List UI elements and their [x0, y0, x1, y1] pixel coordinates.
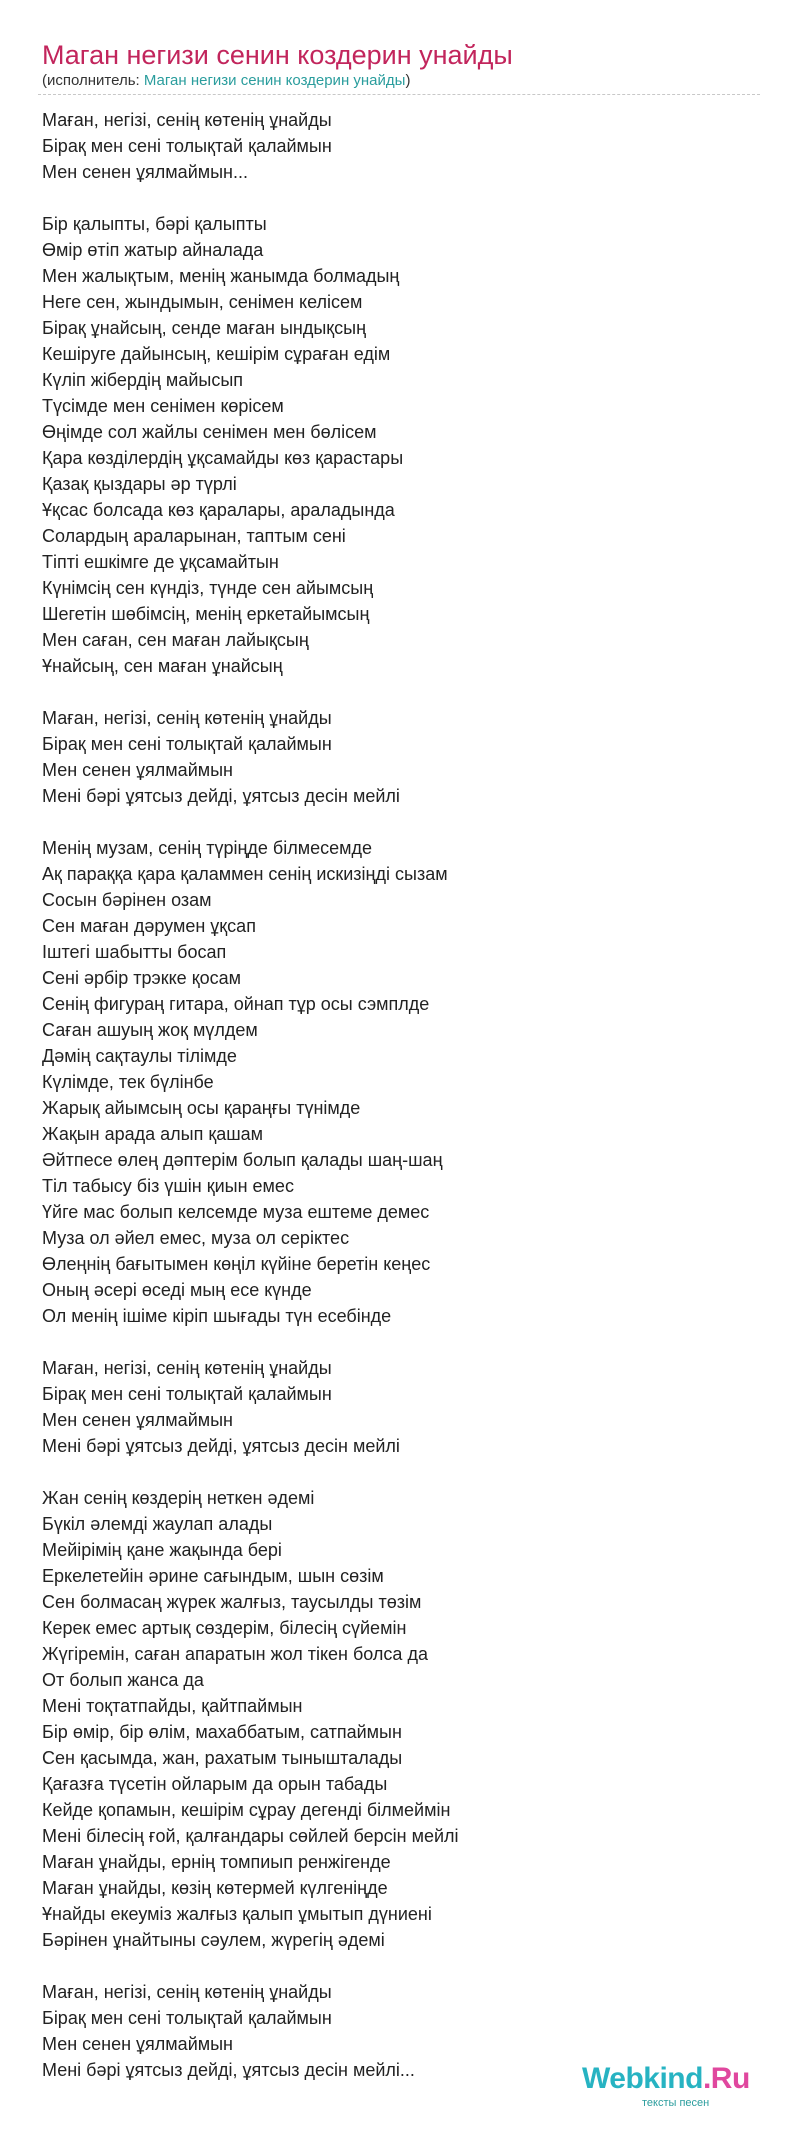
lyrics-line: Сен болмасаң жүрек жалғыз, таусылды төзім [42, 1592, 422, 1612]
lyrics-line: Үйге мас болып келсемде муза ештеме демес [42, 1202, 430, 1222]
lyrics-line: Мен сенен ұялмаймын [42, 760, 233, 780]
lyrics-body [42, 107, 762, 2109]
lyrics-line: Неге сен, жындымын, сенімен келісем [42, 292, 363, 312]
lyrics-line: Мен саған, сен маған лайықсың [42, 630, 309, 650]
lyrics-line: Маған ұнайды, ернің томпиып ренжігенде [42, 1852, 391, 1872]
lyrics-line: Мейірімің қане жақында бері [42, 1540, 282, 1560]
lyrics-line: Бірақ мен сені толықтай қалаймын [42, 734, 332, 754]
logo-tagline: тексты песен [642, 2097, 710, 2109]
lyrics-line: Бір қалыпты, бәрі қалыпты [42, 214, 267, 234]
lyrics-line: Қағазға түсетін ойларым да орын табады [42, 1774, 388, 1794]
artist-line [42, 72, 410, 89]
lyrics-line: Ұнайды екеуміз жалғыз қалып ұмытып дүниені [42, 1904, 432, 1924]
lyrics-line: Қазақ қыздары әр түрлі [42, 474, 237, 494]
lyrics-line: Маған ұнайды, көзің көтермей күлгеніңде [42, 1878, 388, 1898]
lyrics-line: Күлімде, тек бүлінбе [42, 1072, 214, 1092]
lyrics-line: Әйтпесе өлең дәптерім болып қалады шаң-шаң [42, 1150, 443, 1170]
lyrics-line: Ұнайсың, сен маған ұнайсың [42, 656, 283, 676]
logo-wordmark [582, 2062, 750, 2096]
lyrics-line: Сенің фигураң гитара, ойнап тұр осы сэмплде [42, 994, 430, 1014]
lyrics-line: Бүкіл әлемді жаулап алады [42, 1514, 273, 1534]
lyrics-line: Ұқсас болсада көз қаралары, араладында [42, 500, 395, 520]
site-logo[interactable] [582, 2062, 772, 2112]
logo-main-text: Webkind [582, 2062, 703, 2095]
lyrics-line: Тіпті ешкімге де ұқсамайтын [42, 552, 279, 572]
lyrics-line: Муза ол әйел емес, муза ол серіктес [42, 1228, 350, 1248]
lyrics-line: Маған, негізі, сенің көтенің ұнайды [42, 1982, 332, 2002]
lyrics-line: Жақын арада алып қашам [42, 1124, 264, 1144]
lyrics-line: Бірақ ұнайсың, сенде маған ындықсың [42, 318, 367, 338]
lyrics-line: Жан сенің көздерің неткен әдемі [42, 1488, 315, 1508]
lyrics-stanza [42, 107, 762, 185]
lyrics-line: Тіл табысу біз үшін қиын емес [42, 1176, 294, 1196]
lyrics-line: Іштегі шабытты босап [42, 942, 227, 962]
lyrics-line: Жарық айымсың осы қараңғы түнімде [42, 1098, 361, 1118]
lyrics-line: Мені бәрі ұятсыз дейді, ұятсыз десін мейлі [42, 1436, 400, 1456]
lyrics-line: Жүгіремін, саған апаратын жол тікен болса да [42, 1644, 428, 1664]
lyrics-line: Маған, негізі, сенің көтенің ұнайды [42, 110, 332, 130]
lyrics-line: Бір өмір, бір өлім, махаббатым, сатпаймын [42, 1722, 402, 1742]
lyrics-stanza [42, 1485, 762, 1953]
lyrics-line: Мені бәрі ұятсыз дейді, ұятсыз десін мейлі [42, 786, 400, 806]
lyrics-line: Мен сенен ұялмаймын [42, 1410, 233, 1430]
lyrics-line: Күнімсің сен күндіз, түнде сен айымсың [42, 578, 374, 598]
lyrics-stanza [42, 705, 762, 809]
lyrics-line: Саған ашуың жоқ мүлдем [42, 1020, 258, 1040]
lyrics-line: Сен маған дәрумен ұқсап [42, 916, 256, 936]
lyrics-line: Солардың араларынан, таптым сені [42, 526, 346, 546]
lyrics-line: Сен қасымда, жан, рахатым тынышталады [42, 1748, 403, 1768]
lyrics-line: Бәрінен ұнайтыны сәулем, жүрегің әдемі [42, 1930, 385, 1950]
lyrics-line: Ол менің ішіме кіріп шығады түн есебінде [42, 1306, 392, 1326]
page-title: Маган негизи сенин коздерин унайды [42, 40, 513, 70]
lyrics-line: Мені білесің ғой, қалғандары сөйлей берсін мейлі [42, 1826, 459, 1846]
lyrics-line: Оның әсері өседі мың есе күнде [42, 1280, 312, 1300]
lyrics-line: Сені әрбір трэкке қосам [42, 968, 241, 988]
lyrics-line: Мен сенен ұялмаймын... [42, 162, 248, 182]
lyrics-line: Бірақ мен сені толықтай қалаймын [42, 2008, 332, 2028]
lyrics-line: Керек емес артық сөздерім, білесің сүйемін [42, 1618, 407, 1638]
logo-domain: Ru [710, 2062, 750, 2095]
lyrics-line: Мен жалықтым, менің жанымда болмадың [42, 266, 400, 286]
lyrics-line: Мен сенен ұялмаймын [42, 2034, 233, 2054]
lyrics-stanza [42, 211, 762, 679]
lyrics-line: Өлеңнің бағытымен көңіл күйіне беретін кеңес [42, 1254, 431, 1274]
lyrics-line: Кешіруге дайынсың, кешірім сұраған едім [42, 344, 391, 364]
lyrics-line: Өңімде сол жайлы сенімен мен бөлісем [42, 422, 377, 442]
lyrics-line: Ақ параққа қара қаламмен сенің искизіңді сызам [42, 864, 448, 884]
header-divider [38, 94, 760, 95]
artist-prefix: (исполнитель: [42, 72, 144, 89]
lyrics-line: Мені бәрі ұятсыз дейді, ұятсыз десін мейлі... [42, 2060, 415, 2080]
lyrics-line: Өмір өтіп жатыр айналада [42, 240, 264, 260]
lyrics-line: Түсімде мен сенімен көрісем [42, 396, 284, 416]
lyrics-line: Маған, негізі, сенің көтенің ұнайды [42, 708, 332, 728]
lyrics-line: Дәмің сақтаулы тілімде [42, 1046, 237, 1066]
lyrics-line: Мені тоқтатпайды, қайтпаймын [42, 1696, 303, 1716]
lyrics-line: Кейде қопамын, кешірім сұрау дегенді білмеймін [42, 1800, 451, 1820]
lyrics-stanza [42, 835, 762, 1329]
artist-link[interactable]: Маган негизи сенин коздерин унайды [143, 72, 406, 89]
lyrics-line: Бірақ мен сені толықтай қалаймын [42, 1384, 332, 1404]
lyrics-line: Еркелетейін әрине сағындым, шын сөзім [42, 1566, 384, 1586]
lyrics-line: Маған, негізі, сенің көтенің ұнайды [42, 1358, 332, 1378]
lyrics-line: Күліп жібердің майысып [42, 370, 243, 390]
artist-suffix: ) [405, 72, 411, 89]
logo-dot: . [702, 2062, 711, 2095]
lyrics-line: От болып жанса да [42, 1670, 204, 1690]
lyrics-line: Қара көзділердің ұқсамайды көз қарастары [42, 448, 404, 468]
lyrics-line: Сосын бәрінен озам [42, 890, 212, 910]
lyrics-line: Менің музам, сенің түріңде білмесемде [42, 838, 373, 858]
lyrics-line: Шегетін шөбімсің, менің еркетайымсың [42, 604, 370, 624]
lyrics-line: Бірақ мен сені толықтай қалаймын [42, 136, 332, 156]
lyrics-stanza [42, 1355, 762, 1459]
